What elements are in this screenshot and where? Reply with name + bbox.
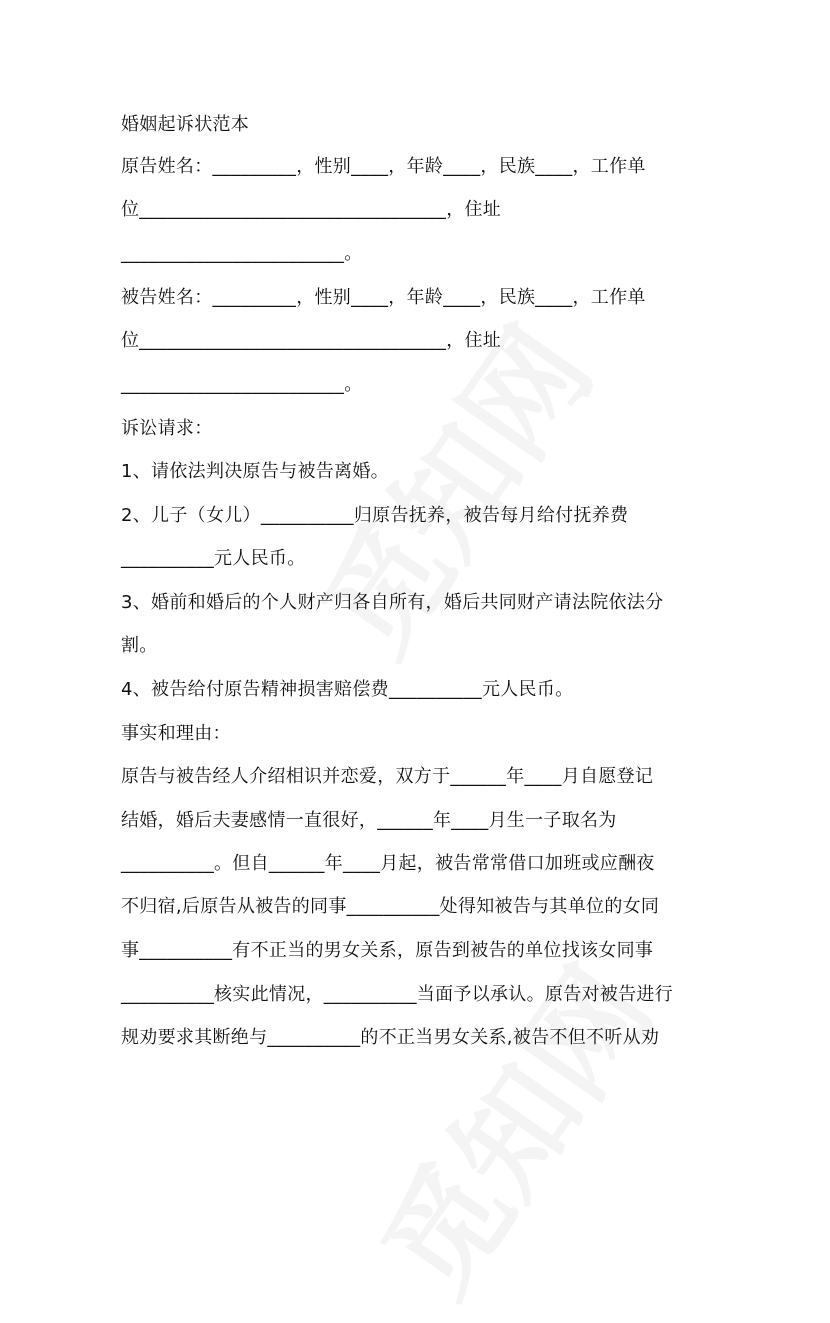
document-line: 规劝要求其断绝与__________的不正当男女关系,被告不但不听从劝 xyxy=(121,1027,660,1048)
document-line: 不归宿,后原告从被告的同事__________处得知被告与其单位的女同 xyxy=(121,896,660,917)
document-line: 3、婚前和婚后的个人财产归各自所有，婚后共同财产请法院依法分 xyxy=(121,592,664,613)
document-line: 事__________有不正当的男女关系，原告到被告的单位找该女同事 xyxy=(121,940,654,961)
document-line: __________核实此情况，__________当面予以承认。原告对被告进行 xyxy=(121,984,673,1005)
document-line: 原告与被告经人介绍相识并恋爱，双方于______年____月自愿登记 xyxy=(121,766,654,787)
document-line: 4、被告给付原告精神损害赔偿费__________元人民币。 xyxy=(121,679,574,700)
document-line: __________元人民币。 xyxy=(121,548,306,569)
document-line: 被告姓名：_________，性别____，年龄____，民族____，工作单 xyxy=(121,287,646,308)
document-line: 结婚，婚后夫妻感情一直很好，______年____月生一子取名为 xyxy=(121,810,617,831)
document-line: 位_________________________________，住址 xyxy=(121,330,502,351)
document-line: ________________________。 xyxy=(121,243,363,264)
document-line: 割。 xyxy=(121,635,158,656)
document-title: 婚姻起诉状范本 xyxy=(121,114,250,135)
document-line: 位_________________________________，住址 xyxy=(121,199,502,220)
document-line: 1、请依法判决原告与被告离婚。 xyxy=(121,461,389,482)
document-line: __________。但自______年____月起，被告常常借口加班或应酬夜 xyxy=(121,853,655,874)
document-line: 原告姓名：_________，性别____，年龄____，民族____，工作单 xyxy=(121,156,646,177)
document-line: ________________________。 xyxy=(121,374,363,395)
document-line: 2、儿子（女儿）__________归原告抚养，被告每月给付抚养费 xyxy=(121,505,629,526)
document-line: 诉讼请求： xyxy=(121,418,213,439)
document-line: 事实和理由： xyxy=(121,723,231,744)
